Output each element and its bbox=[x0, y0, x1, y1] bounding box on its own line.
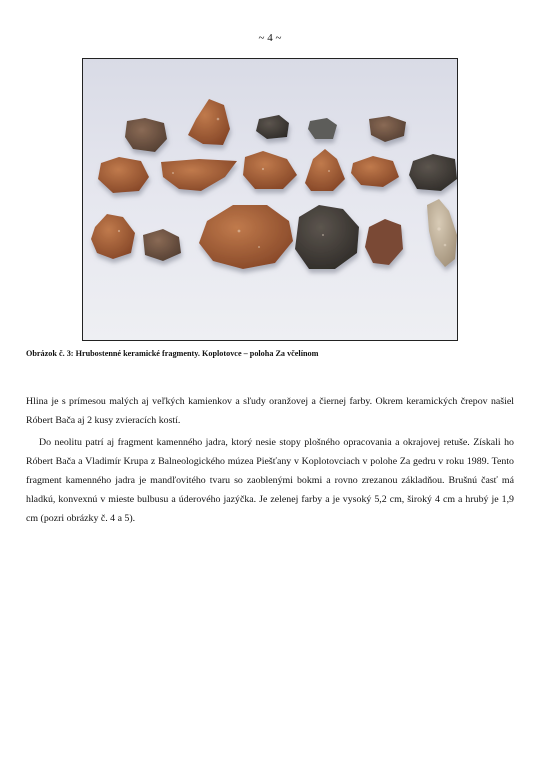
figure-caption: Obrázok č. 3: Hrubostenné keramické fragmenty. Koplotovce – poloha Za včelínom bbox=[26, 349, 319, 358]
paragraph-clay-description: Hlina je s prímesou malých aj veľkých kamienkov a sľudy oranžovej a čiernej farby. Okrem keramických črepov našiel Róbert Bača aj 2 kusy zvieracích kostí. bbox=[26, 396, 514, 426]
page-number: ~ 4 ~ bbox=[258, 32, 282, 44]
paragraph-stone-core: Do neolitu patrí aj fragment kamenného jadra, ktorý nesie stopy plošného opracovania a okrajovej retuše. Získali ho Róbert Bača a Vladimír Krupa z Balneologického múzea Piešťany v Koplotovciach v polohe Za gedru v roku 1989. Tento fragment kamenného jadra je mandľovitého tvaru so zaoblenými bokmi a rovno zrezanou základňou. Brušnú časť má hladkú, konvexnú v mieste bulbusu a úderového jazýčka. Je zelenej farby a je vysoký 5,2 cm, široký 4 cm a hrubý je 1,9 cm (pozri obrázky č. 4 a 5). bbox=[26, 437, 514, 524]
ceramic-fragments-photo bbox=[82, 58, 458, 341]
